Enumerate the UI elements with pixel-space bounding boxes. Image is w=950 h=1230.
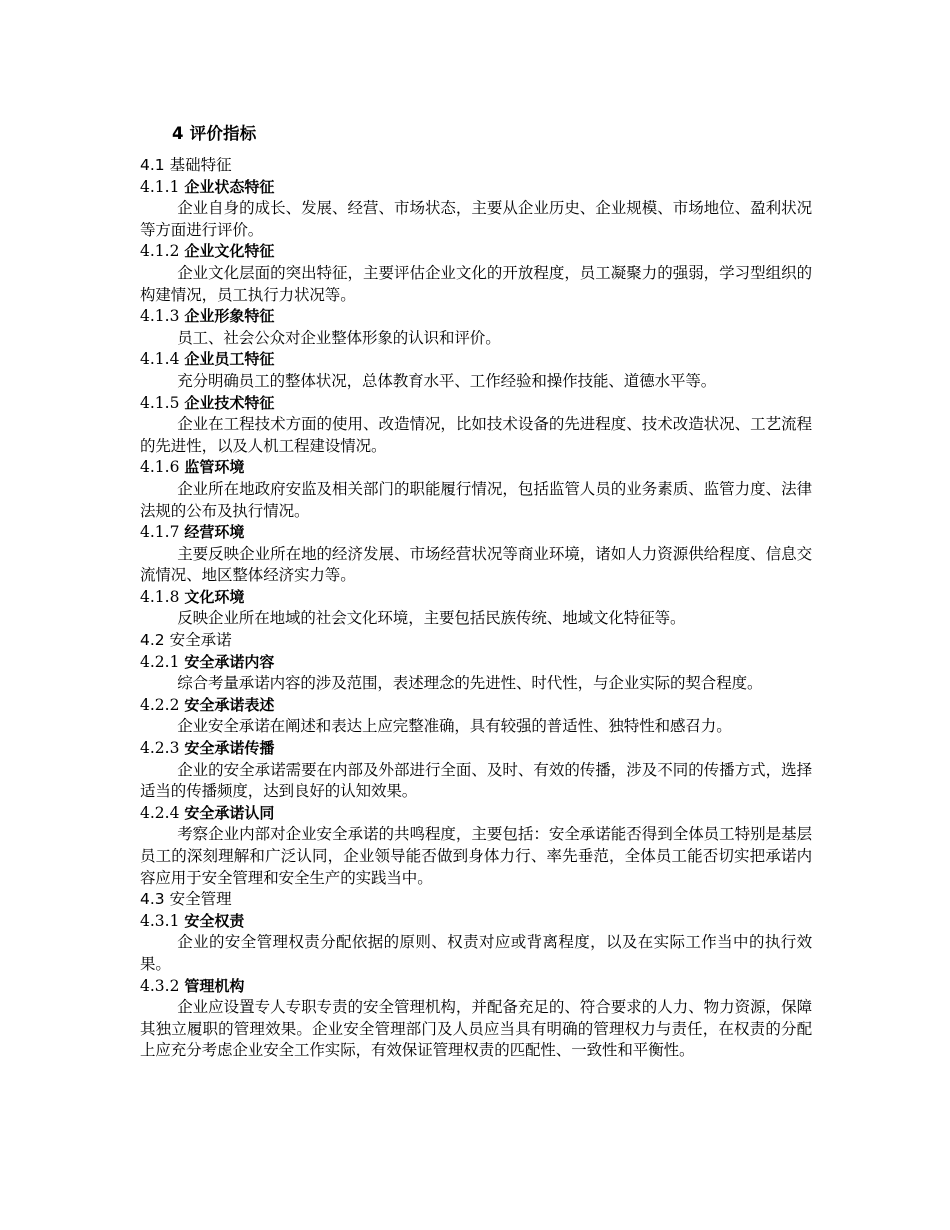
paragraph: 主要反映企业所在地的经济发展、市场经营状况等商业环境，诸如人力资源供给程度、信息交流情况、地区整体经济实力等。 [140, 544, 812, 585]
paragraph: 企业自身的成长、发展、经营、市场状态，主要从企业历史、企业规模、市场地位、盈利状况等方面进行评价。 [140, 199, 812, 239]
subsection-number: 4.1.7 [140, 523, 180, 542]
paragraph: 考察企业内部对企业安全承诺的共鸣程度，主要包括：安全承诺能否得到全体员工特别是基层员工的深刻理解和广泛认同，企业领导能否做到身体力行、率先垂范，全体员工能否切实把承诺内容应用于安全管理和安全生产的实践当中。 [140, 825, 812, 887]
subsection-title: 安全承诺内容 [184, 652, 275, 671]
subsection-heading [140, 911, 812, 933]
subsection-number: 4.3.1 [140, 911, 180, 930]
subsection-number: 4.1.5 [140, 393, 180, 412]
paragraph: 综合考量承诺内容的涉及范围，表述理念的先进性、时代性，与企业实际的契合程度。 [177, 674, 763, 693]
subsection-number: 4.2.4 [140, 803, 180, 822]
subsection-title: 经营环境 [184, 523, 245, 542]
subsection-number: 4.1.8 [140, 587, 180, 606]
paragraph: 企业应设置专人专职专责的安全管理机构，并配备充足的、符合要求的人力、物力资源，保障其独立履职的管理效果。企业安全管理部门及人员应当具有明确的管理权力与责任，在权责的分配上应充分考虑企业安全工作实际，有效保证管理权责的匹配性、一致性和平衡性。 [140, 998, 812, 1060]
subsection-number: 4.3.2 [140, 976, 180, 995]
subsection-title: 企业文化特征 [184, 242, 275, 261]
paragraph: 充分明确员工的整体状况，总体教育水平、工作经验和操作技能、道德水平等。 [177, 371, 717, 390]
subsection-heading [140, 652, 812, 674]
paragraph: 员工、社会公众对企业整体形象的认识和评价。 [177, 328, 501, 347]
subsection-heading [140, 522, 812, 544]
subsection-title: 企业形象特征 [184, 307, 275, 326]
paragraph: 企业的安全承诺需要在内部及外部进行全面、及时、有效的传播，涉及不同的传播方式，选择适当的传播频度，达到良好的认知效果。 [140, 760, 812, 801]
subsection-heading [140, 241, 812, 263]
section-heading: 4.2 安全承诺 [140, 631, 232, 650]
subsection-number: 4.1.4 [140, 350, 180, 369]
subsection-heading [140, 738, 812, 760]
subsection-heading [140, 976, 812, 998]
paragraph: 企业的安全管理权责分配依据的原则、权责对应或背离程度，以及在实际工作当中的执行效果。 [140, 933, 812, 973]
document-body [140, 124, 812, 1062]
chapter-title: 4 评价指标 [172, 124, 257, 143]
subsection-title: 管理机构 [184, 976, 245, 995]
paragraph: 企业所在地政府安监及相关部门的职能履行情况，包括监管人员的业务素质、监管力度、法律法规的公布及执行情况。 [140, 479, 812, 520]
subsection-number: 4.2.1 [140, 652, 180, 671]
paragraph: 反映企业所在地域的社会文化环境，主要包括民族传统、地域文化特征等。 [177, 609, 686, 628]
subsection-title: 安全承诺认同 [184, 803, 275, 822]
subsection-heading [140, 695, 812, 717]
paragraph: 企业安全承诺在阐述和表达上应完整准确，具有较强的普适性、独特性和感召力。 [177, 717, 732, 736]
subsection-number: 4.2.3 [140, 739, 180, 758]
subsection-number: 4.1.3 [140, 307, 180, 326]
subsection-title: 企业状态特征 [184, 177, 275, 196]
subsection-heading [140, 306, 812, 328]
subsection-title: 安全承诺传播 [184, 739, 275, 758]
paragraph: 企业文化层面的突出特征，主要评估企业文化的开放程度，员工凝聚力的强弱，学习型组织的构建情况，员工执行力状况等。 [140, 263, 812, 304]
subsection-title: 企业员工特征 [184, 350, 275, 369]
subsection-number: 4.2.2 [140, 695, 180, 714]
subsection-heading [140, 177, 812, 199]
subsection-heading [140, 587, 812, 609]
section-heading: 4.3 安全管理 [140, 890, 232, 909]
subsection-title: 文化环境 [184, 587, 245, 606]
subsection-title: 监管环境 [184, 458, 245, 477]
paragraph: 企业在工程技术方面的使用、改造情况，比如技术设备的先进程度、技术改造状况、工艺流程的先进性，以及人机工程建设情况。 [140, 415, 812, 455]
subsection-number: 4.1.6 [140, 458, 180, 477]
section-heading: 4.1 基础特征 [140, 156, 232, 174]
subsection-title: 安全承诺表述 [184, 695, 275, 714]
subsection-title: 安全权责 [184, 911, 245, 930]
subsection-heading [140, 457, 812, 479]
subsection-number: 4.1.1 [140, 177, 180, 196]
subsection-title: 企业技术特征 [184, 393, 275, 412]
subsection-number: 4.1.2 [140, 242, 180, 261]
subsection-heading [140, 803, 812, 825]
subsection-heading [140, 393, 812, 415]
subsection-heading [140, 349, 812, 371]
